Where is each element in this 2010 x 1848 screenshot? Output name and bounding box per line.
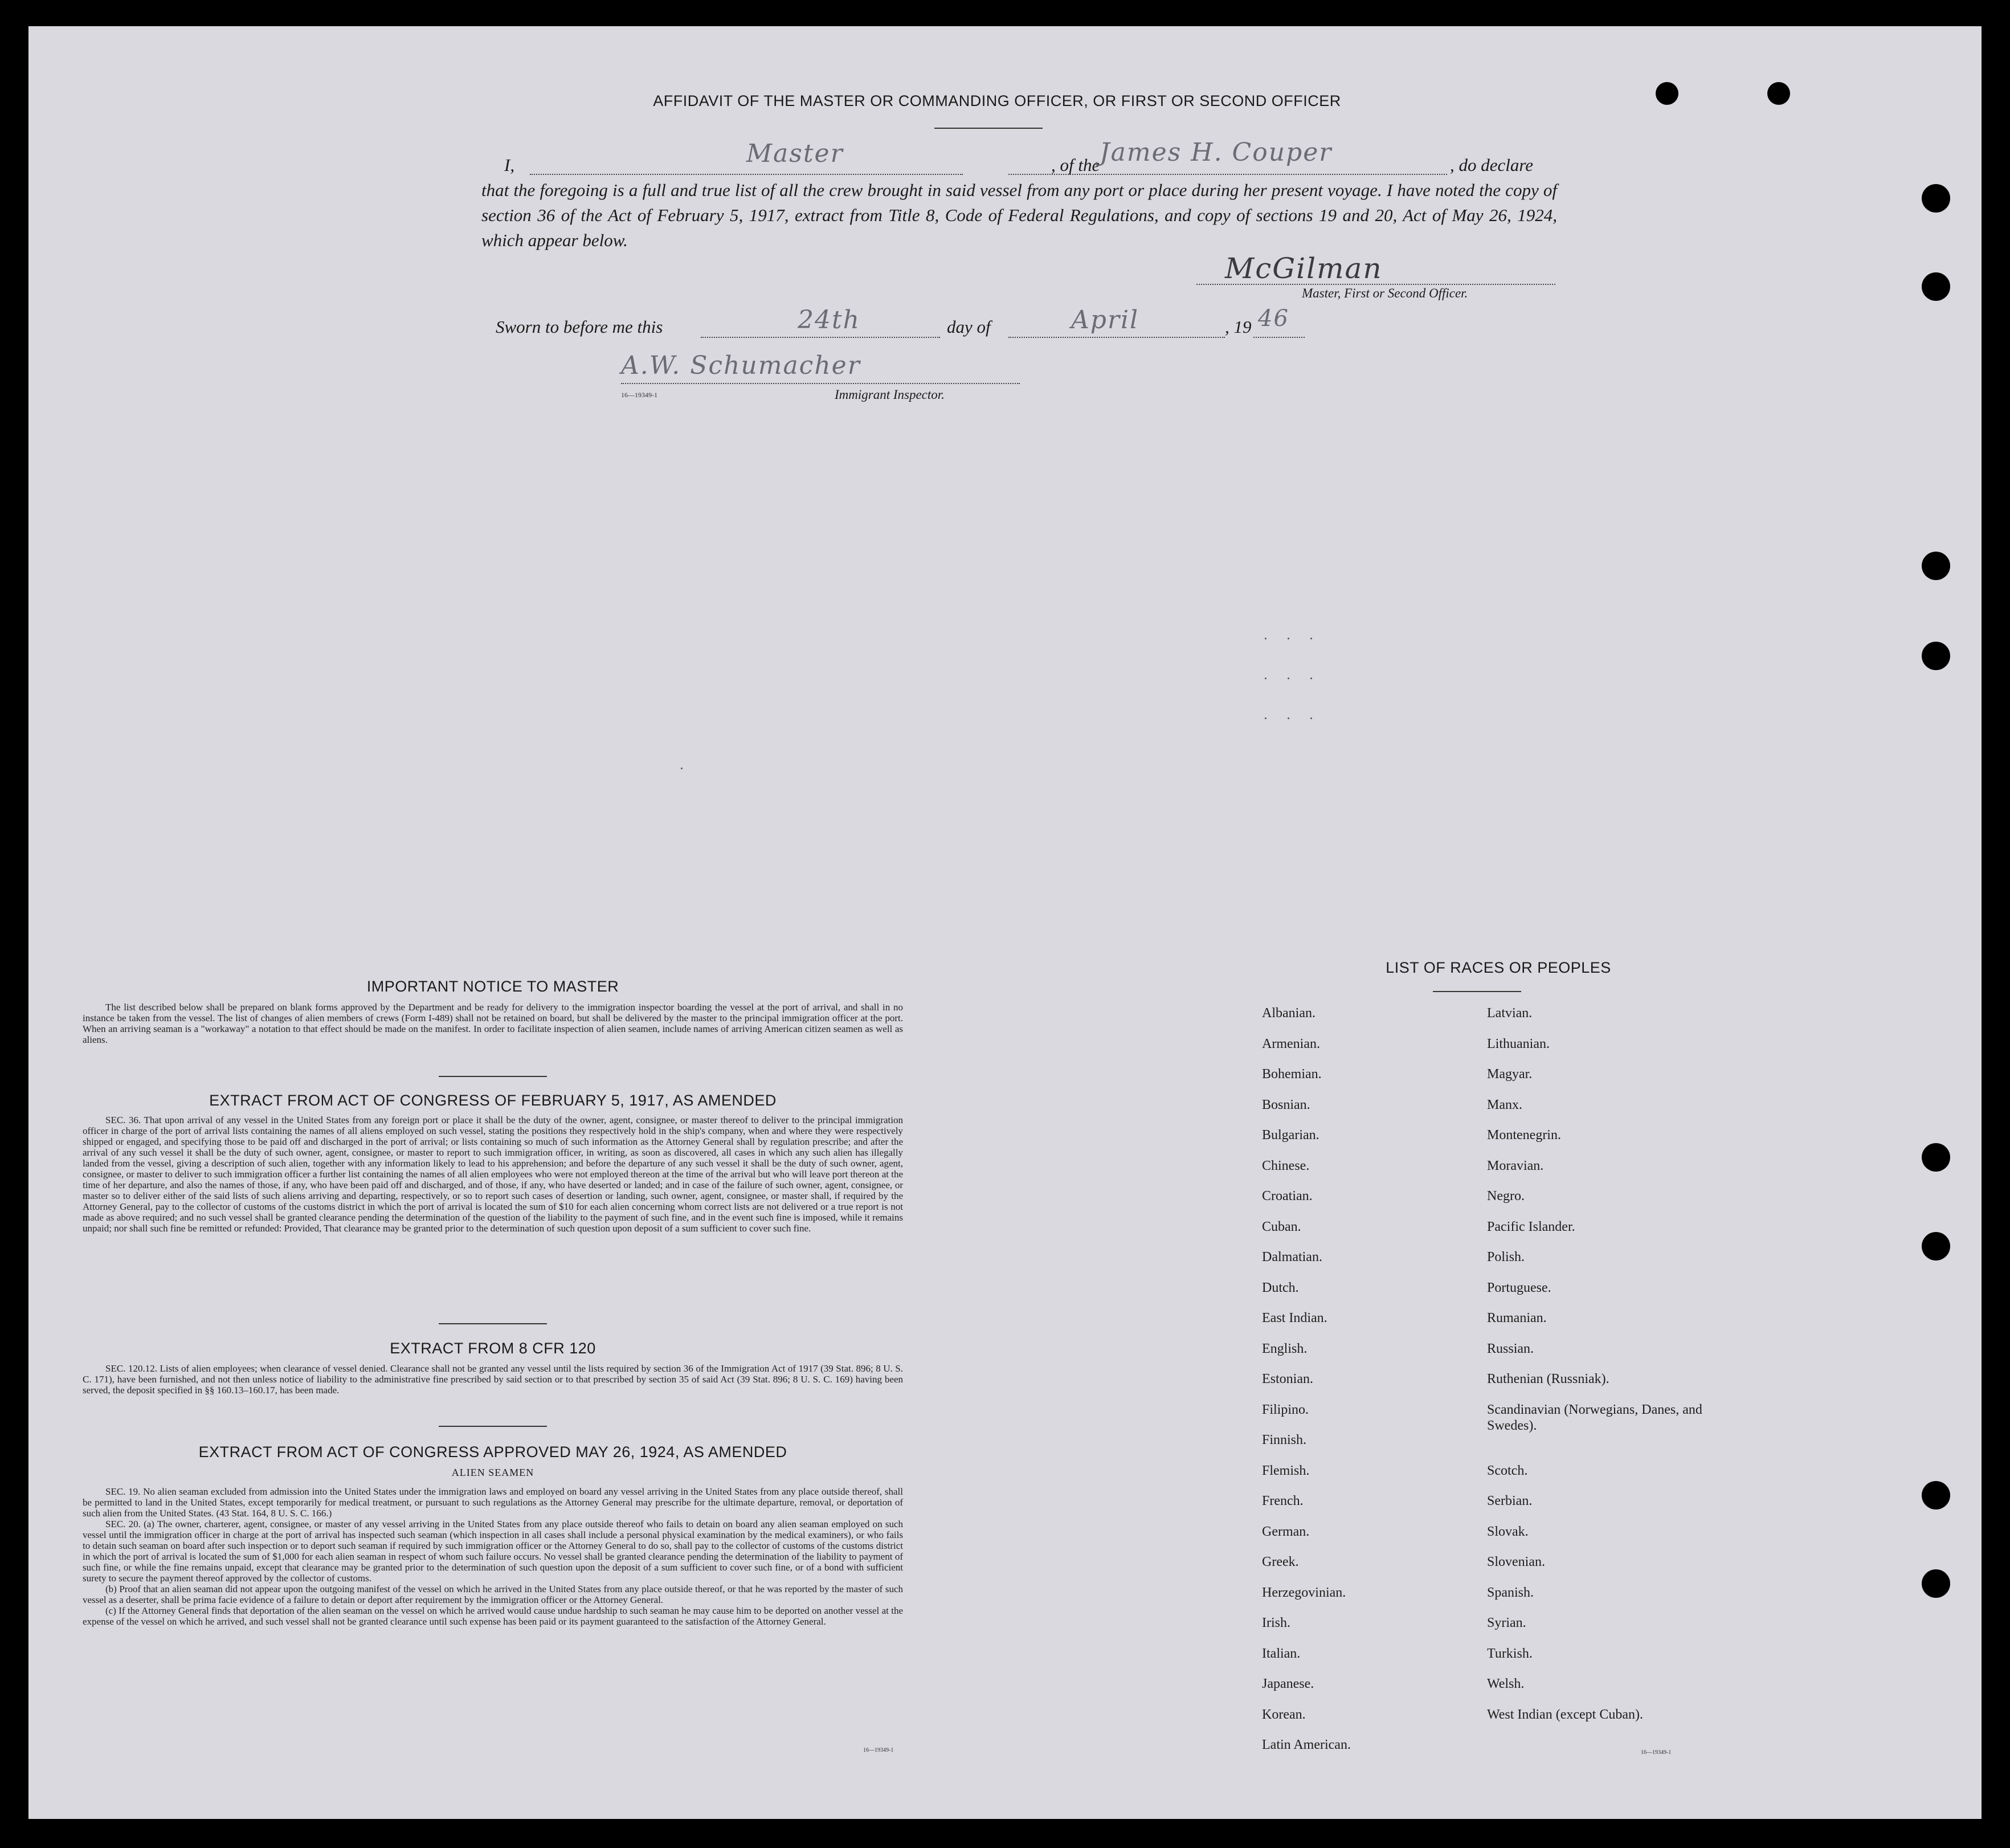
race-entry: Bulgarian. [1262,1128,1319,1143]
race-entry: Scandinavian (Norwegians, Danes, and Swedes). [1487,1402,1702,1433]
inspector-line [621,383,1020,384]
races-form-number: 16—19349-1 [1641,1749,1672,1756]
extract-1924-title: EXTRACT FROM ACT OF CONGRESS APPROVED MAY 26, 1924, AS AMENDED [198,1443,787,1461]
race-entry: Russian. [1487,1341,1534,1356]
sworn-month-line [1008,337,1225,338]
races-title-divider [1433,991,1521,992]
race-entry: West Indian (except Cuban). [1487,1707,1643,1722]
section-20c-paragraph: (c) If the Attorney General finds that deportation of the alien seaman on the vessel on which he arrived would cause undue hardship to such seaman he may cause him to be deported on another vessel at the expense of the vessel on which he arrived, and such vessel shall not be granted clearance until such expense has been paid or its payment guaranteed to the satisfaction of the Attorney General. [83,1605,903,1627]
race-entry: Chinese. [1262,1158,1310,1173]
race-entry: Rumanian. [1487,1311,1547,1325]
scan-speck [1310,638,1312,639]
year-line [1253,337,1305,338]
race-entry: Greek. [1262,1555,1299,1569]
scan-speck [681,768,683,769]
sworn-month-handwritten: April [1071,305,1139,334]
scan-speck [1288,678,1289,679]
races-right-column [1487,1005,1726,1737]
race-entry: Cuban. [1262,1219,1301,1234]
race-entry: French. [1262,1494,1304,1508]
vessel-line [1008,174,1447,175]
officer-line [530,174,963,175]
punch-hole [1922,272,1950,301]
inspector-signature: A.W. Schumacher [621,351,861,380]
race-entry: Croatian. [1262,1189,1313,1204]
race-entry [1487,1432,1726,1463]
scan-speck [1288,717,1289,719]
race-entry: English. [1262,1341,1308,1356]
year-prefix: , 19 [1225,317,1252,337]
extract-1924-text [83,1486,903,1627]
punch-hole-top-right [1767,82,1790,105]
section-36-paragraph: SEC. 36. That upon arrival of any vessel in the United States from any foreign port or place it shall be the duty of the owner, agent, consignee, or master thereof to deliver to the principal immigration officer in charge of the port of arrival lists containing the names of all aliens employed on such vessel, stating the positions they respectively hold in the ship's company, when and where they were respectively shipped or engaged, and specifying those to be paid off and discharged in the port of arrival; or lists containing so much of such information as the Attorney General shall by regulation prescribe; and after the arrival of any such vessel it shall be the duty of such owner, agent, consignee, or master to report to such immigration officer, in writing, as soon as discovered, all cases in which any such alien has illegally landed from the vessel, giving a description of such alien, together with any information likely to lead to his apprehension; and before the departure of any such vessel it shall be the duty of such owner, agent, consignee, or master to deliver to such immigration officer a further list containing the names of all alien employees who were not employed thereon at the time of the arrival but who will leave port thereon at the time of her departure, and also the names of those, if any, who have been paid off and discharged, and of those, if any, who have deserted or landed; and in case of the failure of such owner, agent, consignee, or master so to deliver either of the said lists of such aliens arriving and departing, respectively, or so to report such cases of desertion or landing, such owner, agent, consignee, or master shall, if required by the Attorney General, pay to the collector of customs of the customs district in which the port of arrival is located the sum of $10 for each alien concerning whom correct lists are not delivered or a true report is not made as above required; and no such vessel shall be granted clearance pending the determination of the question of the liability to the payment of such fine, and in the event such fine is imposed, while it remains unpaid; nor shall such fine be remitted or refunded: Provided, That clearance may be granted prior to the determination of such question upon deposit of a sum sufficient to cover such fine. [83,1115,903,1234]
scan-speck [1265,638,1267,639]
race-entry: Bosnian. [1262,1097,1310,1112]
title-divider [934,128,1043,129]
scan-speck [1265,678,1267,679]
race-entry: Filipino. [1262,1402,1309,1417]
race-entry: Dalmatian. [1262,1250,1322,1264]
race-entry: Negro. [1487,1189,1525,1204]
signature-caption: Master, First or Second Officer. [1302,286,1468,300]
of-the-text: , of the [1051,155,1100,175]
section-120-paragraph: SEC. 120.12. Lists of alien employees; when clearance of vessel denied. Clearance shall not be granted any vessel until the lists required by section 36 of the Immigration Act of 1917 (39 Stat. 896; 8 U. S. C. 171), have been furnished, and not then unless notice of liability to the administrative fine prescribed by said section or to that prescribed by section 35 of said Act (39 Stat. 896; 8 U. S. C. 169) having been served, the deposit specified in §§ 160.13–160.17, has been made. [83,1363,903,1396]
races-left-column [1262,1005,1450,1768]
race-entry: Bohemian. [1262,1067,1322,1082]
inspector-caption: Immigrant Inspector. [835,387,945,402]
race-entry: Latin American. [1262,1737,1351,1752]
race-entry: Flemish. [1262,1463,1310,1478]
document-page [28,26,1982,1819]
race-entry: Japanese. [1262,1676,1314,1691]
declaration-text: that the foregoing is a full and true list of all the crew brought in said vessel from any port or place during her present voyage. I have noted the copy of section 36 of the Act of February 5, 1917, extract from Title 8, Code of Federal Regulations, and copy of sections 19 and 20, Act of May 26, 1924, which appear below. [481,180,1557,250]
race-entry: Korean. [1262,1707,1306,1722]
section-divider [439,1076,547,1077]
extract-1917-text [83,1115,903,1234]
race-entry: Latvian. [1487,1006,1533,1021]
race-entry: East Indian. [1262,1311,1327,1325]
extract-1917-title: EXTRACT FROM ACT OF CONGRESS OF FEBRUARY 5, 1917, AS AMENDED [209,1092,777,1109]
section-20a-paragraph: SEC. 20. (a) The owner, charterer, agent, consignee, or master of any vessel arriving in the United States from any place outside thereof who fails to detain on board any alien seaman employed on such vessel until the immigration officer in charge at the port of arrival has inspected such seaman (which inspection in all cases shall include a personal physical examination by the medical examiners), or who fails to detain such seaman on board after such inspection or to deport such seaman if required by such immigration officer or the Attorney General to do so, shall pay to the collector of customs of the customs district in which the port of arrival is located the sum of $1,000 for each alien seaman in respect of whom such failure occurs. No vessel shall be granted clearance pending the determination of the liability to payment of such fine, or while the fine remains unpaid, except that clearance may be granted prior to the determination of such question upon the deposit of a sum sufficient to cover such fine, or of a bond with sufficient surety to secure the payment thereof approved by the collector of customs. [83,1519,903,1584]
race-entry: Dutch. [1262,1280,1299,1295]
punch-hole [1922,1143,1950,1172]
race-entry: Estonian. [1262,1372,1313,1386]
race-entry: Turkish. [1487,1646,1533,1661]
affidavit-declaration [481,153,1557,253]
punch-hole [1922,642,1950,670]
day-of-text: day of [947,317,991,337]
scan-speck [1265,717,1267,719]
alien-seamen-subtitle: ALIEN SEAMEN [451,1467,534,1478]
punch-hole-top-left [1656,82,1678,105]
races-title: LIST OF RACES OR PEOPLES [1386,959,1611,976]
sworn-day-handwritten: 24th [798,305,861,334]
extract-cfr-title: EXTRACT FROM 8 CFR 120 [390,1340,596,1357]
declaration-pronoun: I, [504,155,515,175]
extract-cfr-text [83,1363,903,1396]
race-entry: Slovenian. [1487,1555,1545,1569]
race-entry: Herzegovinian. [1262,1585,1346,1600]
scan-speck [1310,678,1312,679]
punch-hole [1922,552,1950,580]
affidavit-form-number: 16—19349-1 [621,391,657,399]
punch-hole [1922,1569,1950,1598]
race-entry: Irish. [1262,1616,1290,1630]
notice-title: IMPORTANT NOTICE TO MASTER [366,978,619,995]
race-entry: Serbian. [1487,1494,1533,1508]
race-entry: Portuguese. [1487,1280,1551,1295]
race-entry: Albanian. [1262,1006,1316,1021]
sworn-day-line [701,337,940,338]
punch-hole [1922,1481,1950,1510]
year-handwritten: 46 [1258,305,1289,332]
race-entry: Welsh. [1487,1676,1525,1691]
race-entry: Slovak. [1487,1524,1529,1539]
extract-form-number: 16—19349-1 [863,1747,894,1753]
race-entry: German. [1262,1524,1310,1539]
punch-hole [1922,184,1950,213]
section-20b-paragraph: (b) Proof that an alien seaman did not appear upon the outgoing manifest of the vessel on which he arrived in the United States from any place outside thereof, or that he was reported by the master of such vessel as a deserter, shall be prima facie evidence of a failure to detain or deport after requirement by the immigration officer or the Attorney General. [83,1584,903,1605]
notice-paragraph: The list described below shall be prepared on blank forms approved by the Department and be ready for delivery to the immigration inspector boarding the vessel at the port of arrival, and shall in no instance be taken from the vessel. The list of changes of alien members of crews (Form I-489) shall not be retained on board, but shall be delivered by the master to the principal immigration officer at the port. When an arriving seaman is a "workaway" a notation to that effect should be made on the manifest. In order to facilitate inspection of alien seamen, include names of arriving American citizen seamen as well as aliens. [83,1002,903,1045]
race-entry: Syrian. [1487,1616,1526,1630]
section-divider [439,1323,547,1324]
race-entry: Spanish. [1487,1585,1534,1600]
notice-text [83,1002,903,1045]
race-entry: Italian. [1262,1646,1301,1661]
race-entry: Montenegrin. [1487,1128,1561,1143]
race-entry: Pacific Islander. [1487,1219,1575,1234]
sworn-prefix: Sworn to before me this [496,317,663,337]
race-entry: Lithuanian. [1487,1036,1550,1051]
vessel-handwritten: James H. Couper [1100,138,1333,167]
do-declare-text: , do declare [1450,155,1534,175]
section-divider [439,1426,547,1427]
race-entry: Magyar. [1487,1067,1533,1082]
race-entry: Scotch. [1487,1463,1528,1478]
race-entry: Ruthenian (Russniak). [1487,1372,1609,1386]
master-signature: McGilman [1225,252,1383,285]
punch-hole [1922,1232,1950,1260]
race-entry: Polish. [1487,1250,1525,1264]
scan-speck [1288,638,1289,639]
race-entry: Manx. [1487,1097,1522,1112]
officer-handwritten: Master [746,139,844,168]
section-19-paragraph: SEC. 19. No alien seaman excluded from admission into the United States under the immigration laws and employed on board any vessel arriving in the United States from any place outside thereof, shall be permitted to land in the United States, except temporarily for medical treatment, or pursuant to such regulations as the Attorney General may prescribe for the ultimate departure, removal, or deportation of such alien from the United States. (43 Stat. 164, 8 U. S. C. 166.) [83,1486,903,1519]
race-entry: Armenian. [1262,1036,1320,1051]
scan-speck [1310,717,1312,719]
affidavit-title: AFFIDAVIT OF THE MASTER OR COMMANDING OFFICER, OR FIRST OR SECOND OFFICER [653,92,1341,109]
race-entry: Moravian. [1487,1158,1544,1173]
race-entry: Finnish. [1262,1433,1307,1447]
signature-line [1196,284,1555,285]
